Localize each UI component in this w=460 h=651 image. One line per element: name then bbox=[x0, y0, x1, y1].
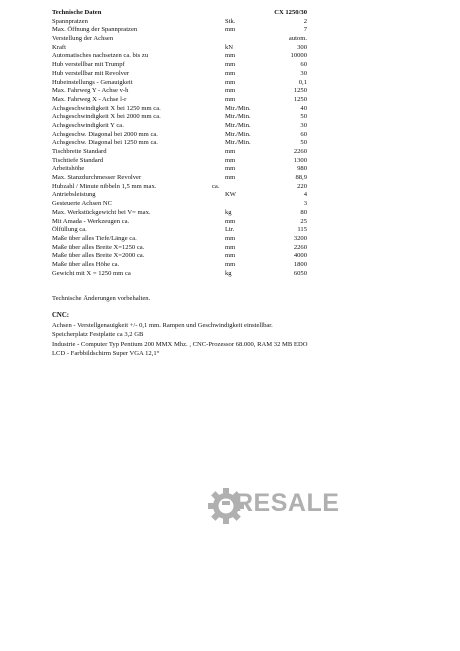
spec-row bbox=[52, 174, 307, 183]
spec-label: Max. Fahrweg Y - Achse v-h bbox=[52, 87, 129, 95]
spec-value: 60 bbox=[300, 61, 307, 69]
spec-value: 30 bbox=[300, 121, 307, 129]
spec-value: 25 bbox=[300, 217, 307, 225]
spec-row bbox=[52, 218, 307, 227]
spec-label: Achsgeschw. Diagonal bei 2000 mm ca. bbox=[52, 130, 158, 138]
spec-unit: mm bbox=[225, 95, 236, 103]
spec-unit: mm bbox=[225, 26, 236, 34]
spec-row bbox=[52, 131, 307, 140]
spec-row bbox=[52, 35, 307, 44]
spec-unit: mm bbox=[225, 243, 236, 251]
cnc-line: LCD - Farbbildschirm Super VGA 12,1“ bbox=[52, 350, 160, 358]
spec-label: Max. Öffnung der Spannpratzen bbox=[52, 26, 138, 34]
spec-row bbox=[52, 200, 307, 209]
spec-row bbox=[52, 191, 307, 200]
spec-label: Gesteuerte Achsen NC bbox=[52, 200, 113, 208]
spec-row bbox=[52, 96, 307, 105]
spec-label: Achsgeschwindigkeit Y ca. bbox=[52, 121, 124, 129]
spec-row bbox=[52, 226, 307, 235]
spec-unit: kg bbox=[225, 208, 232, 216]
spec-value: 30 bbox=[300, 69, 307, 77]
spec-table bbox=[52, 9, 307, 278]
spec-unit: mm bbox=[225, 217, 236, 225]
spec-row bbox=[52, 244, 307, 253]
spec-label: Antriebsleistung bbox=[52, 191, 96, 199]
spec-value: 1250 bbox=[293, 95, 307, 103]
spec-value: 3 bbox=[303, 200, 307, 208]
cnc-specs bbox=[52, 321, 307, 359]
spec-label: Max. Stanzdurchmesser Revolver bbox=[52, 174, 142, 182]
spec-row bbox=[52, 105, 307, 114]
spec-unit: mm bbox=[225, 234, 236, 242]
spec-value: 60 bbox=[300, 130, 307, 138]
spec-label: Hub verstellbar mit Revolver bbox=[52, 69, 130, 77]
spec-value: 88,9 bbox=[295, 174, 307, 182]
spec-unit: Stk. bbox=[225, 17, 236, 25]
spec-value: 4000 bbox=[293, 252, 307, 260]
spec-value: 7 bbox=[303, 26, 307, 34]
spec-label: Kraft bbox=[52, 43, 66, 51]
spec-label: Maße über alles Tiefe/Länge ca. bbox=[52, 234, 137, 242]
spec-unit: kg bbox=[225, 269, 232, 277]
spec-label: Gewicht mit X = 1250 mm ca bbox=[52, 269, 131, 277]
spec-row bbox=[52, 209, 307, 218]
spec-value: 1250 bbox=[293, 87, 307, 95]
spec-unit: Mtr./Min. bbox=[225, 104, 251, 112]
spec-value: 300 bbox=[297, 43, 307, 51]
spec-value: 50 bbox=[300, 139, 307, 147]
spec-label: Max. Werkstückgewicht bei V= max. bbox=[52, 208, 151, 216]
cnc-line: Achsen - Verstellgenauigkeit +/- 0,1 mm. Rampen und Geschwindigkeit einstellbar. bbox=[52, 322, 273, 329]
cnc-line: Speicherplatz Festplatte ca 3,2 GB bbox=[52, 331, 144, 339]
spec-label: Maße über alles Breite X=1250 ca. bbox=[52, 243, 145, 251]
spec-value: 2260 bbox=[293, 148, 307, 155]
spec-value: 80 bbox=[300, 208, 307, 216]
spec-label: Maße über alles Höhe ca. bbox=[52, 260, 120, 268]
spec-value: autom. bbox=[288, 35, 307, 43]
spec-row bbox=[52, 61, 307, 70]
spec-value: 2 bbox=[303, 17, 307, 25]
spec-value: 2260 bbox=[293, 243, 307, 251]
spec-unit: Mtr./Min. bbox=[225, 130, 251, 138]
spec-title: Technische Daten bbox=[52, 9, 102, 16]
spec-value: 50 bbox=[300, 113, 307, 121]
changes-note: Technische Änderungen vorbehalten. bbox=[52, 295, 151, 302]
spec-label: Achsgeschw. Diagonal bei 1250 mm ca. bbox=[52, 139, 158, 147]
spec-row bbox=[52, 139, 307, 148]
spec-label: Hubzahl / Minute nibbeln 1,5 mm max. bbox=[52, 182, 157, 190]
spec-row bbox=[52, 79, 307, 88]
spec-unit: mm bbox=[225, 165, 236, 173]
spec-value: 115 bbox=[297, 226, 307, 234]
spec-unit: mm bbox=[225, 156, 236, 164]
spec-row bbox=[52, 165, 307, 174]
spec-label: Verstellung der Achsen bbox=[52, 35, 114, 43]
spec-label: Achsgeschwindigkeit X bei 1250 mm ca. bbox=[52, 104, 161, 112]
spec-label: Achsgeschwindigkeit X bei 2000 mm ca. bbox=[52, 113, 161, 121]
spec-row bbox=[52, 148, 307, 157]
spec-unit: Mtr./Min. bbox=[225, 139, 251, 147]
spec-value: 0,1 bbox=[298, 78, 307, 86]
spec-unit: mm bbox=[225, 61, 236, 69]
spec-value: 40 bbox=[300, 104, 307, 112]
resale-logo-text: RESALE bbox=[235, 489, 340, 517]
spec-row bbox=[52, 235, 307, 244]
spec-unit: ca. bbox=[212, 182, 220, 190]
spec-label: Arbeitshöhe bbox=[52, 165, 85, 173]
spec-value: 3200 bbox=[293, 234, 307, 242]
spec-row bbox=[52, 270, 307, 279]
spec-value: 1300 bbox=[293, 156, 307, 164]
spec-row bbox=[52, 113, 307, 122]
spec-row bbox=[52, 87, 307, 96]
model-label: CX 1250/30 bbox=[274, 9, 307, 16]
spec-label: Tischbreite Standard bbox=[52, 148, 107, 155]
spec-row bbox=[52, 70, 307, 79]
spec-unit: Mtr./Min. bbox=[225, 121, 251, 129]
spec-row bbox=[52, 52, 307, 61]
spec-row bbox=[52, 183, 307, 192]
spec-row bbox=[52, 261, 307, 270]
spec-unit: Ltr. bbox=[225, 226, 235, 234]
spec-value: 220 bbox=[297, 182, 307, 190]
spec-value: 10000 bbox=[290, 52, 307, 60]
spec-unit: mm bbox=[225, 148, 236, 155]
spec-row bbox=[52, 252, 307, 261]
spec-label: Hub verstellbar mit Trumpf bbox=[52, 61, 125, 69]
spec-row bbox=[52, 157, 307, 166]
spec-table-header bbox=[52, 9, 307, 18]
spec-label: Mit Amada - Werkzeugen ca. bbox=[52, 217, 130, 225]
spec-value: 1800 bbox=[293, 260, 307, 268]
spec-label: Max. Fahrweg X - Achse l-r bbox=[52, 95, 127, 103]
spec-row bbox=[52, 26, 307, 35]
spec-unit: mm bbox=[225, 260, 236, 268]
cnc-heading: CNC: bbox=[52, 312, 69, 319]
spec-unit: KW bbox=[225, 191, 236, 199]
spec-value: 6050 bbox=[293, 269, 307, 277]
spec-unit: mm bbox=[225, 174, 236, 182]
spec-value: 980 bbox=[297, 165, 307, 173]
spec-label: Ölfüllung ca. bbox=[52, 226, 87, 234]
spec-unit: mm bbox=[225, 87, 236, 95]
spec-row bbox=[52, 18, 307, 27]
spec-row bbox=[52, 44, 307, 53]
cnc-line: Industrie - Computer Typ Pentium 200 MMX Mhz. , CNC-Prozessor 68.000, RAM 32 MB EDO bbox=[52, 340, 308, 348]
spec-label: Maße über alles Breite X=2000 ca. bbox=[52, 252, 145, 260]
spec-unit: mm bbox=[225, 52, 236, 60]
spec-unit: mm bbox=[225, 252, 236, 260]
spec-unit: Mtr./Min. bbox=[225, 113, 251, 121]
spec-label: Tischtiefe Standard bbox=[52, 156, 104, 164]
spec-unit: mm bbox=[225, 69, 236, 77]
spec-row bbox=[52, 122, 307, 131]
spec-label: Spannpratzen bbox=[52, 17, 88, 25]
spec-label: Automatisches nachsetzen ca. bis zu bbox=[52, 52, 149, 60]
spec-label: Hubeinstellungs - Genauigkeit bbox=[52, 78, 133, 86]
spec-unit: mm bbox=[225, 78, 236, 86]
spec-value: 4 bbox=[303, 191, 307, 199]
spec-unit: kN bbox=[225, 43, 234, 51]
